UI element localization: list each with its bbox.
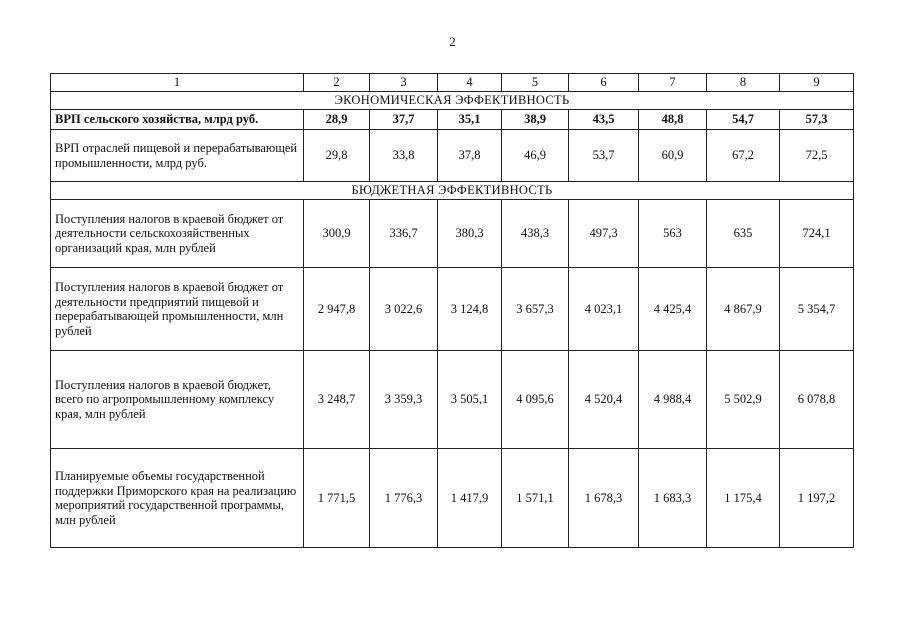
header-cell: 9	[780, 74, 854, 92]
table-cell: 4 023,1	[569, 268, 639, 351]
table-cell: 300,9	[304, 200, 370, 268]
section-title: ЭКОНОМИЧЕСКАЯ ЭФФЕКТИВНОСТЬ	[51, 92, 854, 110]
table-cell: 35,1	[438, 110, 502, 130]
header-cell: 8	[707, 74, 780, 92]
table-cell: 3 248,7	[304, 351, 370, 449]
table-cell: 1 776,3	[370, 449, 438, 548]
section-row	[51, 92, 854, 110]
table-row	[51, 130, 854, 182]
table-cell: 4 988,4	[639, 351, 707, 449]
table-cell: 2 947,8	[304, 268, 370, 351]
table-row	[51, 449, 854, 548]
table-cell: 67,2	[707, 130, 780, 182]
header-cell: 1	[51, 74, 304, 92]
table-cell: 438,3	[502, 200, 569, 268]
header-cell: 4	[438, 74, 502, 92]
table-cell: 54,7	[707, 110, 780, 130]
table-row	[51, 200, 854, 268]
header-cell: 2	[304, 74, 370, 92]
table-cell: 37,7	[370, 110, 438, 130]
table-cell: 1 197,2	[780, 449, 854, 548]
table-row	[51, 351, 854, 449]
table-cell: 5 354,7	[780, 268, 854, 351]
table-cell: 4 095,6	[502, 351, 569, 449]
header-cell: 6	[569, 74, 639, 92]
table-cell: 29,8	[304, 130, 370, 182]
table-cell: 60,9	[639, 130, 707, 182]
table-row	[51, 110, 854, 130]
table-cell: 72,5	[780, 130, 854, 182]
row-label: Поступления налогов в краевой бюджет от деятельности сельскохозяйственных организаций края, млн рублей	[51, 200, 304, 268]
row-label: Поступления налогов в краевой бюджет, всего по агропромышленному комплексу края, млн рублей	[51, 351, 304, 449]
table-cell: 3 359,3	[370, 351, 438, 449]
table-cell: 635	[707, 200, 780, 268]
table-cell: 724,1	[780, 200, 854, 268]
table-cell: 4 867,9	[707, 268, 780, 351]
header-cell: 5	[502, 74, 569, 92]
table-cell: 46,9	[502, 130, 569, 182]
table-cell: 37,8	[438, 130, 502, 182]
table-cell: 3 505,1	[438, 351, 502, 449]
table-cell: 28,9	[304, 110, 370, 130]
table-cell: 53,7	[569, 130, 639, 182]
table-cell: 38,9	[502, 110, 569, 130]
table-cell: 48,8	[639, 110, 707, 130]
efficiency-table	[50, 73, 854, 548]
header-cell: 3	[370, 74, 438, 92]
table-cell: 1 678,3	[569, 449, 639, 548]
table-cell: 1 417,9	[438, 449, 502, 548]
row-label: ВРП сельского хозяйства, млрд руб.	[51, 110, 304, 130]
table-cell: 380,3	[438, 200, 502, 268]
table-cell: 43,5	[569, 110, 639, 130]
page-number: 2	[449, 34, 456, 49]
table-cell: 6 078,8	[780, 351, 854, 449]
row-label: Планируемые объемы государственной поддержки Приморского края на реализацию мероприятий государственной программы, млн рублей	[51, 449, 304, 548]
table-cell: 336,7	[370, 200, 438, 268]
table-cell: 57,3	[780, 110, 854, 130]
section-title: БЮДЖЕТНАЯ ЭФФЕКТИВНОСТЬ	[51, 182, 854, 200]
table-cell: 1 571,1	[502, 449, 569, 548]
table-cell: 1 683,3	[639, 449, 707, 548]
table-cell: 1 175,4	[707, 449, 780, 548]
header-cell: 7	[639, 74, 707, 92]
table-cell: 4 425,4	[639, 268, 707, 351]
table-cell: 4 520,4	[569, 351, 639, 449]
table-cell: 1 771,5	[304, 449, 370, 548]
row-label: ВРП отраслей пищевой и перерабатывающей промышленности, млрд руб.	[51, 130, 304, 182]
section-row	[51, 182, 854, 200]
table-cell: 3 657,3	[502, 268, 569, 351]
table-cell: 33,8	[370, 130, 438, 182]
table-cell: 3 124,8	[438, 268, 502, 351]
table-cell: 3 022,6	[370, 268, 438, 351]
row-label: Поступления налогов в краевой бюджет от деятельности предприятий пищевой и перерабатывающей промышленности, млн рублей	[51, 268, 304, 351]
header-row	[51, 74, 854, 92]
table-cell: 563	[639, 200, 707, 268]
table-cell: 497,3	[569, 200, 639, 268]
table-cell: 5 502,9	[707, 351, 780, 449]
table-row	[51, 268, 854, 351]
